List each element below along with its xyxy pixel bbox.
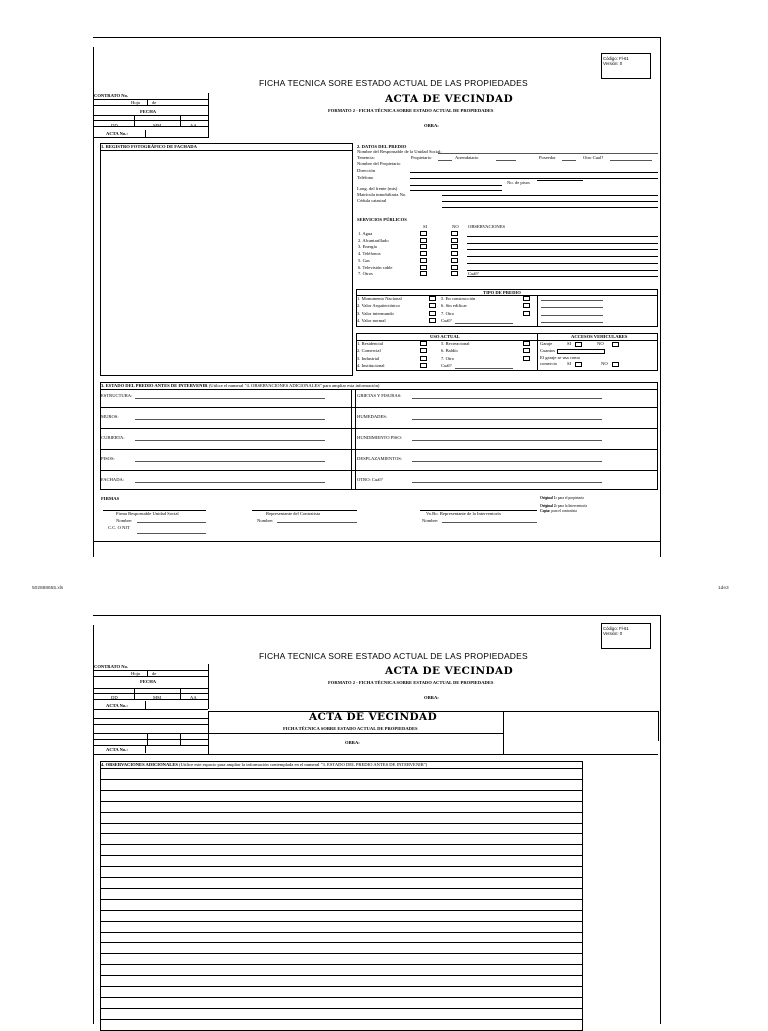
section4-note: (Utilice este espacio para ampliar la información contemplada en el numeral "3. ESTADO DEL PREDIO ANTES DE INTERVENIR"): [179, 762, 428, 767]
garaje-label: Garaje: [540, 341, 553, 346]
cedula-label: Cédula catastral: [357, 198, 387, 203]
fecha-label-2: FECHA: [140, 679, 157, 684]
observacion-line[interactable]: [100, 801, 583, 802]
comercio-si-checkbox[interactable]: [575, 362, 582, 367]
servicio-cual-label: Cuál?: [468, 271, 479, 277]
servicio-si-checkbox[interactable]: [420, 244, 427, 249]
garaje-si-label: SI: [567, 341, 572, 346]
acta-heading-3: ACTA DE VECINDAD: [309, 711, 438, 723]
tipo-predio-checkbox[interactable]: [523, 303, 530, 308]
tipo-predio-checkbox[interactable]: [523, 311, 530, 316]
servicio-observacion-field[interactable]: [467, 256, 658, 257]
tipo-predio-title: TIPO DE PREDIO: [483, 290, 521, 295]
uso-actual-checkbox[interactable]: [420, 363, 427, 368]
servicio-no-checkbox[interactable]: [451, 251, 458, 256]
uso-actual-cual-field[interactable]: [455, 368, 513, 369]
estado-field[interactable]: [412, 482, 602, 483]
original2-text: para la Interventoría: [557, 504, 587, 508]
uso-actual-option: 2. Comercial: [357, 348, 381, 354]
estado-row-divider: [100, 407, 658, 408]
nombre-contratista-label: Nombre:: [257, 518, 274, 523]
uso-actual-checkbox[interactable]: [420, 341, 427, 346]
observacion-line[interactable]: [100, 888, 583, 889]
observacion-line[interactable]: [100, 997, 583, 998]
tipo-predio-checkbox[interactable]: [429, 318, 436, 323]
servicio-si-checkbox[interactable]: [420, 231, 427, 236]
de-label: de: [152, 100, 157, 105]
section3-title: [101, 383, 379, 388]
contrato-label: CONTRATO No.: [94, 93, 129, 98]
nombre-propietario-field[interactable]: [410, 172, 658, 173]
garaje-no-label: NO: [597, 341, 604, 346]
uso-actual-option: 6. Baldío: [441, 348, 458, 354]
observacion-line[interactable]: [100, 932, 583, 933]
servicio-observacion-field[interactable]: [467, 249, 658, 250]
uso-actual-option: 3. Industrial: [357, 355, 380, 361]
servicio-observacion-field[interactable]: [467, 236, 658, 237]
servicio-label: 4. Teléfonos: [358, 251, 381, 257]
observacion-line[interactable]: [100, 877, 583, 878]
propietario-option[interactable]: Propietario: [411, 155, 432, 160]
dd-label-2: DD: [111, 695, 118, 700]
servicio-label: 6. Televisión cable: [358, 264, 393, 270]
servicio-si-checkbox[interactable]: [420, 265, 427, 270]
accesos-title: ACCESOS VEHICULARES: [571, 334, 628, 339]
servicio-label: 5. Gas: [358, 257, 370, 263]
arrendatario-option[interactable]: Arrendatario: [455, 155, 479, 160]
servicio-si-checkbox[interactable]: [420, 238, 427, 243]
cuantos-label: Cuantos: [540, 348, 556, 353]
uso-actual-option: 1. Residencial: [357, 341, 384, 346]
direccion-label: Dirección: [357, 168, 376, 173]
uso-actual-option: 4. Institucional: [357, 363, 385, 369]
observacion-line[interactable]: [100, 855, 583, 856]
garaje-no-checkbox[interactable]: [612, 342, 619, 347]
servicio-label: 2. Alcantarillado: [358, 237, 389, 243]
estado-field[interactable]: [135, 482, 325, 483]
comercio-no-checkbox[interactable]: [612, 362, 619, 367]
page2-right-border: [660, 615, 661, 1024]
cuantos-field[interactable]: [557, 349, 605, 354]
obra-label-3: OBRA:: [345, 740, 360, 745]
observacion-line[interactable]: [100, 823, 583, 824]
servicio-label: 7. Otros: [358, 271, 373, 277]
servicio-si-checkbox[interactable]: [420, 271, 427, 276]
estado-label: OTRO: Cuál?: [357, 477, 383, 482]
observacion-line[interactable]: [100, 964, 583, 965]
page1-right-border: [660, 37, 661, 557]
servicio-observacion-field[interactable]: [467, 270, 658, 271]
dd-label: DD: [111, 123, 118, 128]
estado-field[interactable]: [412, 398, 602, 399]
tipo-predio-extra-field[interactable]: [541, 300, 603, 301]
matricula-label: Matrícula inmobiliaria No.: [357, 192, 407, 197]
estado-row-divider: [100, 449, 658, 450]
tipo-predio-checkbox[interactable]: [523, 296, 530, 301]
servicios-obs-header: OBSERVACIONES: [468, 224, 506, 229]
firma-contratista-label: Representante del Contratista: [266, 511, 321, 516]
no-pisos-field[interactable]: [537, 180, 583, 181]
firmas-title: FIRMAS: [101, 496, 120, 501]
observacion-line[interactable]: [100, 921, 583, 922]
registro-fotografico-box[interactable]: [100, 143, 353, 376]
estado-label: MUROS:: [101, 414, 119, 419]
page1-bottom-line: [93, 541, 660, 542]
uso-actual-checkbox[interactable]: [420, 348, 427, 353]
observacion-line[interactable]: [100, 910, 583, 911]
observacion-line[interactable]: [100, 768, 583, 769]
firma-responsable-label: Firma Responsable Unidad Social: [116, 511, 179, 516]
poseedor-option[interactable]: Poseedor: [539, 155, 556, 160]
fecha-label: FECHA: [140, 109, 157, 114]
original1-label: Original 1:: [540, 496, 557, 500]
observacion-line[interactable]: [100, 899, 583, 900]
observacion-line[interactable]: [100, 866, 583, 867]
acta-no-label-3: ACTA No.:: [106, 747, 128, 752]
acta-heading-2: ACTA DE VECINDAD: [385, 665, 514, 677]
page-number: 1de3: [718, 586, 729, 591]
estado-row-divider: [100, 428, 658, 429]
estado-field[interactable]: [412, 419, 602, 420]
responsable-field[interactable]: [438, 153, 658, 154]
observacion-line[interactable]: [100, 975, 583, 976]
uso-actual-checkbox[interactable]: [523, 356, 530, 361]
page1-top-border: [93, 37, 660, 38]
tipo-predio-option: 2. Valor Arquitectónico: [357, 303, 400, 309]
uso-actual-checkbox[interactable]: [420, 356, 427, 361]
estado-label: CUBIERTA:: [101, 435, 125, 440]
section4-heading: 4. OBSERVACIONES ADICIONALES: [101, 762, 178, 767]
telefono-label: Teléfono: [357, 175, 374, 180]
servicios-si-header: SI: [423, 224, 428, 229]
uso-actual-checkbox[interactable]: [523, 341, 530, 346]
servicio-si-checkbox[interactable]: [420, 251, 427, 256]
long-frente-label: Long. del frente (mts): [357, 186, 398, 191]
page2-left-border: [93, 625, 94, 1024]
servicio-si-checkbox[interactable]: [420, 258, 427, 263]
nombre-responsable-label: Nombre:: [116, 518, 133, 523]
acta-heading: ACTA DE VECINDAD: [385, 93, 514, 105]
tipo-predio-option: 4. Valor normal: [357, 318, 386, 324]
section4-title: [101, 762, 427, 767]
servicio-no-checkbox[interactable]: [451, 238, 458, 243]
tipo-predio-cual-field[interactable]: [455, 323, 513, 324]
uso-actual-option: 5. Recreacional: [441, 341, 470, 346]
tipo-predio-checkbox[interactable]: [429, 311, 436, 316]
observacion-line[interactable]: [100, 1019, 583, 1020]
hoja-label-2: Hoja: [131, 671, 140, 676]
cedula-field[interactable]: [442, 201, 658, 202]
file-name: 502888655.xls: [32, 586, 64, 591]
responsable-label: Nombre del Responsable de la Unidad Social:: [357, 149, 442, 154]
tipo-predio-option: 7. Otro: [441, 310, 455, 316]
servicio-no-checkbox[interactable]: [451, 265, 458, 270]
estado-row-divider: [100, 470, 658, 471]
estado-field[interactable]: [412, 440, 602, 441]
version-label: Versión: 0: [603, 61, 623, 66]
de-label-2: de: [152, 671, 157, 676]
servicio-no-checkbox[interactable]: [451, 244, 458, 249]
servicios-no-header: NO: [452, 224, 459, 229]
copia-note: [540, 509, 577, 514]
long-frente-field[interactable]: [410, 190, 502, 191]
matricula-field[interactable]: [442, 195, 658, 196]
observacion-line[interactable]: [100, 953, 583, 954]
servicio-no-checkbox[interactable]: [451, 231, 458, 236]
servicios-title: SERVICIOS PÚBLICOS: [357, 217, 407, 222]
garaje-uso-label: El garaje se usa como: [540, 355, 581, 360]
mm-label: MM: [153, 123, 162, 128]
tipo-predio-extra-field[interactable]: [541, 307, 603, 308]
estado-field[interactable]: [135, 419, 325, 420]
firma-interventoria-label: Vo.Bo. Representante de la Interventoría: [426, 511, 501, 516]
cc-nit-field[interactable]: [137, 533, 206, 534]
tipo-predio-extra-field[interactable]: [541, 315, 603, 316]
no-pisos-label: No. de pisos: [507, 180, 530, 185]
telefono-field[interactable]: [410, 185, 502, 186]
section3-note: (Utilice el numeral "4. OBSERVACIONES ADICIONALES" para ampliar esta información): [208, 383, 380, 388]
estado-field[interactable]: [135, 440, 325, 441]
tipo-predio-option: Cuál?: [441, 318, 452, 324]
aa-label-2: AA: [190, 695, 197, 700]
tipo-predio-option: 3. Valor intermundo: [357, 310, 394, 316]
uso-actual-option: Cuál?: [441, 363, 452, 369]
formato-subtitle-3: FICHA TÉCNICA SOBRE ESTADO ACTUAL DE PROPIEDADES: [283, 726, 418, 731]
estado-label: DESPLAZAMIENTOS:: [357, 456, 403, 461]
code-label: Código: Fl-61: [603, 56, 629, 61]
observacion-line[interactable]: [100, 1008, 583, 1009]
mm-label-2: MM: [153, 695, 162, 700]
tipo-predio-option: 1. Monumento Nacional: [357, 296, 402, 301]
obra-label-2: OBRA:: [424, 695, 439, 700]
page1-left-border: [93, 47, 94, 557]
servicio-label: 1. Agua: [358, 231, 373, 236]
nombre-interventoria-label: Nombre:: [422, 518, 439, 523]
estado-field[interactable]: [412, 461, 602, 462]
estado-label: GRIETAS Y FISURAS:: [357, 393, 402, 398]
nombre-propietario-label: Nombre del Propietario: [357, 161, 401, 166]
estado-label: HUNDIMIENTO PISO:: [357, 435, 402, 440]
section1-title: 1. REGISTRO FOTOGRÁFICO DE FACHADA: [101, 144, 197, 149]
uso-actual-title: USO ACTUAL: [430, 334, 460, 339]
acta-no-label: ACTA No.:: [106, 131, 128, 136]
formato-subtitle: FORMATO 2 - FICHA TÉCNICA SOBRE ESTADO ACTUAL DE PROPIEDADES: [328, 108, 494, 113]
comercio-no-label: NO: [601, 361, 608, 366]
estado-field[interactable]: [135, 461, 325, 462]
observacion-line[interactable]: [100, 790, 583, 791]
original1-note: [540, 496, 584, 501]
hoja-label: Hoja: [131, 100, 140, 105]
original2-label: Original 2:: [540, 504, 557, 508]
nombre-contratista-field[interactable]: [277, 522, 357, 523]
section2-title: 2. DATOS DEL PREDIO: [357, 144, 407, 149]
garaje-si-checkbox[interactable]: [575, 342, 582, 347]
copia-text: para el contratista: [551, 509, 577, 513]
nombre-interventoria-field[interactable]: [442, 522, 537, 523]
estado-label: PISOS:: [101, 456, 115, 461]
formato-subtitle-2: FORMATO 2 - FICHA TÉCNICA SOBRE ESTADO ACTUAL DE PROPIEDADES: [328, 680, 494, 685]
tipo-predio-extra-field[interactable]: [541, 322, 603, 323]
original1-text: para el propietario: [557, 496, 585, 500]
section3-heading: 3. ESTADO DEL PREDIO ANTES DE INTERVENIR: [101, 383, 208, 388]
form-title: FICHA TECNICA SORE ESTADO ACTUAL DE LAS PROPIEDADES: [259, 78, 528, 88]
tipo-predio-checkbox[interactable]: [429, 296, 436, 301]
servicio-cual-field[interactable]: [467, 276, 658, 277]
tenencia-label: Tenencia:: [357, 155, 375, 160]
servicio-observacion-field[interactable]: [467, 243, 658, 244]
version-label-2: Versión: 0: [603, 631, 623, 636]
servicio-no-checkbox[interactable]: [451, 258, 458, 263]
uso-actual-checkbox[interactable]: [523, 348, 530, 353]
cc-nit-label: C.C. O NIT: [108, 525, 130, 530]
observacion-line[interactable]: [100, 986, 583, 987]
comercio-label: comercio: [540, 361, 558, 366]
comercio-si-label: SI: [567, 361, 572, 366]
servicio-observacion-field[interactable]: [467, 263, 658, 264]
observacion-line[interactable]: [100, 812, 583, 813]
tipo-predio-checkbox[interactable]: [429, 303, 436, 308]
observacion-line[interactable]: [100, 844, 583, 845]
tipo-predio-option: 5. En construcción: [441, 296, 476, 301]
code-label-2: Código: Fl-61: [603, 626, 629, 631]
form-title-2: FICHA TECNICA SORE ESTADO ACTUAL DE LAS PROPIEDADES: [259, 651, 528, 661]
tipo-predio-option: 6. Sin edificar: [441, 303, 467, 309]
estado-label: HUMEDADES:: [357, 414, 388, 419]
page2-top-border: [93, 615, 660, 616]
observacion-line[interactable]: [100, 942, 583, 943]
servicio-label: 3. Energía: [358, 244, 377, 250]
observacion-line[interactable]: [100, 779, 583, 780]
servicio-no-checkbox[interactable]: [451, 271, 458, 276]
estado-field[interactable]: [135, 398, 325, 399]
copia-label: Copia:: [540, 509, 551, 513]
aa-label: AA: [190, 123, 197, 128]
nombre-responsable-field[interactable]: [137, 522, 206, 523]
acta-no-label-2: ACTA No.:: [106, 703, 128, 708]
estado-label: ESTRUCTURA:: [101, 393, 133, 398]
estado-label: FACHADA:: [101, 477, 125, 482]
observacion-line[interactable]: [100, 833, 583, 834]
contrato-label-2: CONTRATO No.: [94, 664, 129, 669]
otro-cual-option[interactable]: Otro Cual?: [583, 155, 604, 160]
direccion-field[interactable]: [410, 178, 658, 179]
obra-label: OBRA:: [424, 123, 439, 128]
uso-actual-option: 7. Otro: [441, 355, 455, 361]
